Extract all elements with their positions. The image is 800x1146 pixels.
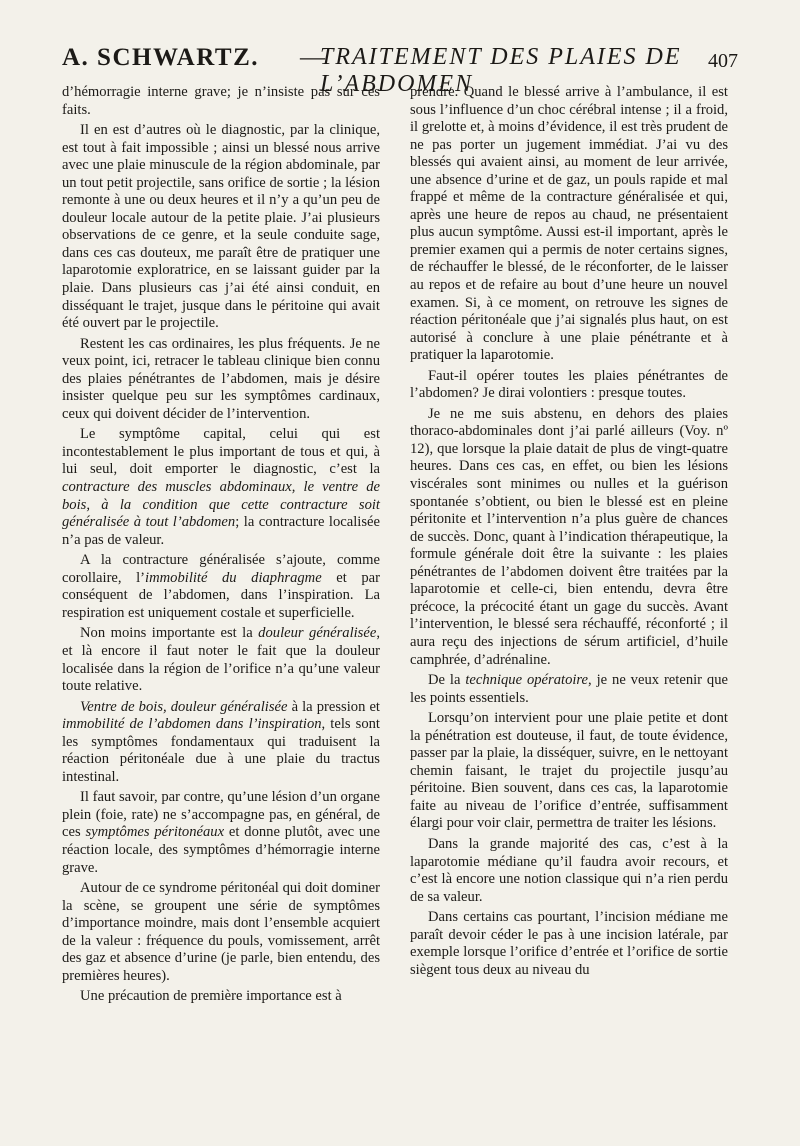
text-segment: Non moins importante est la — [80, 625, 259, 642]
text-segment: Dans certains cas pourtant, l’incision médiane me paraît devoir céder le pas à une incision latérale, par exemple lorsque l’orifice d’entrée et l’orifice de sortie siègent tous deux au niveau du — [410, 909, 728, 978]
page-number: 407 — [708, 50, 738, 72]
italic-text: technique opératoire — [465, 672, 589, 689]
paragraph — [62, 789, 380, 877]
paragraph — [62, 122, 380, 333]
italic-text: douleur généralisée — [258, 625, 377, 642]
paragraph — [62, 625, 380, 695]
text-segment: De la — [428, 672, 466, 689]
paragraph — [410, 710, 728, 833]
left-column — [62, 84, 380, 1006]
header-separator: — — [300, 44, 325, 71]
text-segment: Autour de ce syndrome péritonéal qui doit dominer la scène, se groupent une série de symptômes d’importance moindre, mais dont l’ensemble acquiert de la valeur : fréquence du pouls, vomissement, arrêt des gaz et absence d’urine (je parle, bien entendu, des premières heures). — [62, 880, 380, 984]
text-segment: ; la contracture localisée n’a pas de valeur. — [62, 514, 380, 548]
text-segment: Dans la grande majorité des cas, c’est à la laparotomie médiane qu’il faudra avoir recours, et c’est là encore une notion classique qui n’a rien perdu de sa valeur. — [410, 835, 728, 905]
text-segment: Il en est d’autres où le diagnostic, par la clinique, est tout à fait impossible ; ainsi un blessé nous arrive avec une plaie minuscule de la région abdominale, par un tout petit projectile, sans orifice de sortie ; la lésion remonte à une ou deux heures et il n’y a qu’un peu de douleur locale autour de la petite plaie. J’ai plusieurs observations de ce genre, et la seule conduite sage, dans ces cas douteux, me paraît être de pratiquer une laparotomie exploratrice, en se laissant guider par la plaie. Dans plusieurs cas j’ai été ainsi conduit, en disséquant le trajet, jusque dans le péritoine qui avait été ouvert par le projectile. — [62, 122, 380, 332]
text-segment: Je ne me suis abstenu, en dehors des plaies thoraco-abdominales dont j’ai parlé ailleurs (Voy. nº 12), que lorsque la plaie datait de plus de vingt-quatre heures. Dans ces cas, en effet, ou bien les lésions viscérales sont minimes ou nulles et la guérison spontanée s’obtient, ou bien le blessé est en pleine péritonite et l’intervention n’a plus guère de chances de succès. Donc, quant à l’indication thérapeutique, la formule générale doit être la suivante : les plaies pénétrantes de l’abdomen doivent être traitées par la laparotomie et celle-ci, bien entendu, devra être précoce, la précocité étant un gage du succès. Avant l’intervention, le blessé sera réchauffé, réconforté ; il aura reçu des injections de sérum artificiel, d’huile camphrée, d’adrénaline. — [410, 405, 728, 668]
paragraph — [62, 552, 380, 622]
text-segment: Le symptôme capital, celui qui est incontestablement le plus important de tous et qui, à lui seul, doit emporter le diagnostic, c’est la — [62, 426, 380, 478]
italic-text: immobilité de l’abdomen dans l’inspiration — [62, 716, 322, 733]
italic-text: symptômes péritonéaux — [85, 824, 225, 841]
paragraph — [410, 406, 728, 669]
text-segment: d’hémorragie interne grave; je n’insiste pas sur ces faits. — [62, 84, 380, 118]
paragraph — [62, 336, 380, 424]
text-segment: , tels sont les symptômes fondamentaux qui traduisent la réaction péritonéale due à une plaie du tractus intestinal. — [62, 716, 380, 785]
italic-text: Ventre de bois, douleur généralisée — [80, 698, 288, 715]
italic-text: contracture des muscles abdominaux, le ventre de bois, à la condition que cette contracture soit généralisée à tout l’abdomen — [62, 479, 380, 531]
right-column — [410, 84, 728, 979]
text-segment: Lorsqu’on intervient pour une plaie petite et dont la pénétration est douteuse, il faut, de toute évidence, passer par la plaie, la disséquer, suivre, en le nettoyant chemin faisant, le trajet du projectile jusqu’au péritoine. Bien souvent, dans ces cas, la laparotomie faite au niveau de l’orifice d’entrée, suffisamment élargi pour voir clair, permettra de traiter les lésions. — [410, 710, 728, 832]
italic-text: immobilité du diaphragme — [145, 569, 322, 586]
text-segment: à la pression et — [287, 698, 380, 715]
text-segment: et donne plutôt, avec une réaction locale, des symptômes d’hémorragie interne grave. — [62, 824, 380, 876]
paragraph — [62, 84, 380, 119]
paragraph — [410, 368, 728, 403]
paragraph — [410, 84, 728, 365]
paragraph — [410, 672, 728, 707]
header-title: TRAITEMENT DES PLAIES DE L’ABDOMEN — [320, 44, 682, 97]
text-segment: Une précaution de première importance est à — [80, 988, 342, 1005]
text-segment: Restent les cas ordinaires, les plus fréquents. Je ne veux point, ici, retracer le tableau clinique bien connu des plaies pénétrantes de l’abdomen, mais je désire insister quelque peu sur les symptômes cardinaux, ceux qui doivent décider de l’intervention. — [62, 335, 380, 422]
text-segment: prendre. Quand le blessé arrive à l’ambulance, il est sous l’influence d’un choc cérébral intense ; il a froid, il grelotte et, à moins d’évidence, il est très prudent de ne pas porter un jugement immédiat. J’ai vu des blessés qui avaient ainsi, au moment de leur arrivée, une absence d’urine et de gaz, un pouls rapide et mal frappé et même de la contracture généralisée et qui, après une heure de repos au chaud, ne présentaient plus aucun symptôme. Aussi est-il important, après le premier examen qui a permis de noter certains signes, de réchauffer le blessé, de le réconforter, de le laisser au repos et de refaire au bout d’une heure un nouvel examen. Si, à ce moment, on retrouve les signes de réaction péritonéale que j’ai signalés plus haut, on est autorisé à conclure à une plaie pénétrante et à pratiquer la laparotomie. — [410, 84, 728, 364]
text-segment: et par conséquent de l’abdomen, dans l’inspiration. La respiration est uniquement costale et superficielle. — [62, 569, 380, 621]
text-segment: Faut-il opérer toutes les plaies pénétrantes de l’abdomen? Je dirai volontiers : presque toutes. — [410, 367, 728, 402]
paragraph — [410, 909, 728, 979]
header-author: A. SCHWARTZ. — [62, 44, 260, 71]
paragraph — [62, 880, 380, 985]
text-segment: , et là encore il faut noter le fait que la douleur localisée dans la région de l’orifice n’a qu’une valeur toute relative. — [62, 625, 380, 695]
paragraph — [62, 699, 380, 787]
paragraph — [62, 988, 380, 1006]
text-segment: A la contracture généralisée s’ajoute, comme corollaire, l’ — [62, 552, 380, 586]
running-header — [62, 44, 738, 97]
text-segment: Il faut savoir, par contre, qu’une lésion d’un organe plein (foie, rate) ne s’accompagne pas, en général, de ces — [62, 789, 380, 841]
text-segment: , je ne veux retenir que les points essentiels. — [410, 672, 728, 706]
paragraph — [410, 836, 728, 906]
paragraph — [62, 426, 380, 549]
